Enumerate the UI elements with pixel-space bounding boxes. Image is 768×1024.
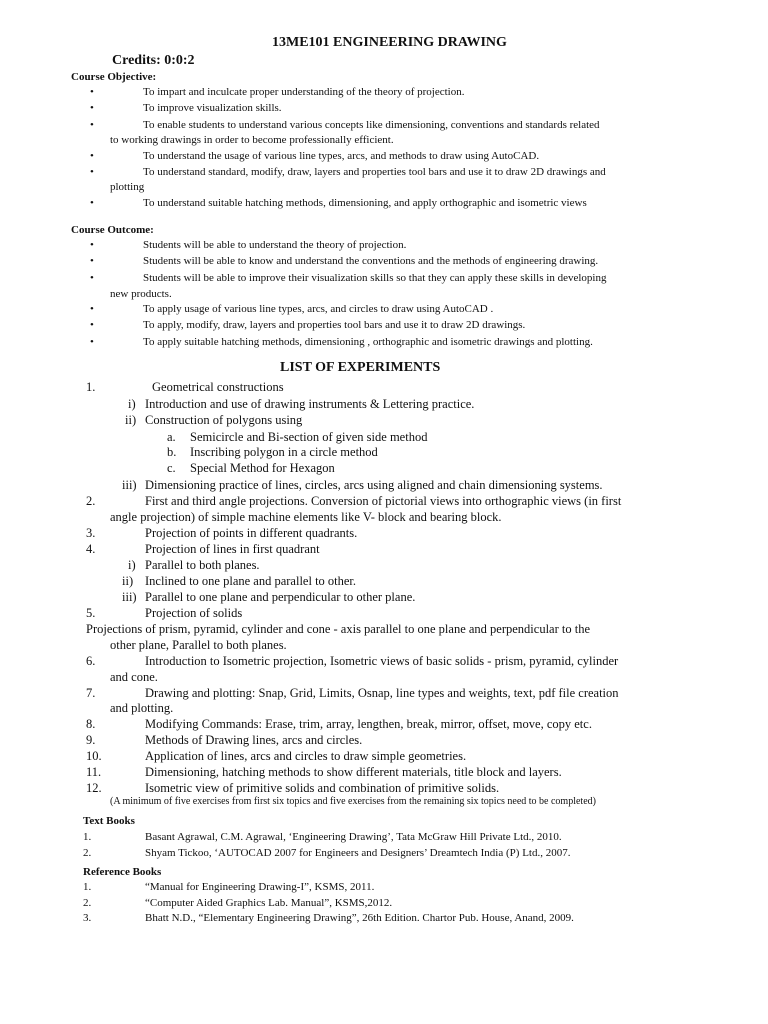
outcome-text: Students will be able to know and understand the conventions and the methods of engineering drawing. — [143, 255, 599, 267]
book-number: 1. — [83, 831, 92, 843]
objective-text-cont: plotting — [110, 181, 145, 193]
sub-sub-number: b. — [167, 445, 177, 459]
exp-detail: Projections of prism, pyramid, cylinder and cone - axis parallel to one plane and perpendicular to the — [86, 622, 591, 636]
exp-text: Application of lines, arcs and circles to draw simple geometries. — [145, 749, 467, 763]
outcome-text: Students will be able to understand the theory of projection. — [143, 239, 407, 251]
objective-text: To understand suitable hatching methods, dimensioning, and apply orthographic and isometric views — [143, 197, 587, 209]
sub-number: ii) — [122, 574, 134, 588]
objective-text: To understand the usage of various line types, arcs, and methods to draw using AutoCAD. — [143, 150, 540, 162]
sub-text: Parallel to both planes. — [145, 558, 260, 572]
book-entry: Basant Agrawal, C.M. Agrawal, ‘Engineering Drawing’, Tata McGraw Hill Private Ltd., 2010. — [145, 831, 562, 843]
exp-number: 1. — [86, 380, 96, 394]
bullet-icon: • — [90, 303, 94, 315]
book-number: 2. — [83, 847, 92, 859]
sub-number: ii) — [125, 413, 137, 427]
sub-text: Construction of polygons using — [145, 413, 303, 427]
exp-number: 11. — [86, 765, 102, 779]
exp-number: 12. — [86, 781, 102, 795]
bullet-icon: • — [90, 239, 94, 251]
experiments-heading: LIST OF EXPERIMENTS — [280, 360, 441, 375]
outcome-text-cont: new products. — [110, 288, 172, 300]
exp-detail-cont: other plane, Parallel to both planes. — [110, 638, 287, 652]
outcome-text: To apply suitable hatching methods, dimensioning , orthographic and isometric drawings and plotting. — [143, 336, 593, 348]
sub-sub-text: Semicircle and Bi-section of given side method — [190, 430, 428, 444]
reference-books-heading: Reference Books — [83, 866, 162, 878]
exp-text: Methods of Drawing lines, arcs and circles. — [145, 733, 363, 747]
exp-text: Dimensioning, hatching methods to show different materials, title block and layers. — [145, 765, 562, 779]
exp-text: Projection of points in different quadrants. — [145, 526, 358, 540]
exp-text-cont: and plotting. — [110, 701, 174, 715]
sub-sub-number: c. — [167, 461, 176, 475]
sub-text: Inclined to one plane and parallel to other. — [145, 574, 357, 588]
book-number: 2. — [83, 897, 92, 909]
bullet-icon: • — [90, 319, 94, 331]
bullet-icon: • — [90, 86, 94, 98]
credits: Credits: 0:0:2 — [112, 53, 195, 68]
objective-text-cont: to working drawings in order to become professionally efficient. — [110, 134, 394, 146]
sub-number: i) — [128, 397, 136, 411]
exp-number: 5. — [86, 606, 96, 620]
exp-text: Geometrical constructions — [152, 380, 284, 394]
bullet-icon: • — [90, 272, 94, 284]
objective-heading: Course Objective: — [71, 71, 157, 83]
sub-sub-text: Inscribing polygon in a circle method — [190, 445, 378, 459]
sub-sub-text: Special Method for Hexagon — [190, 461, 335, 475]
book-entry: “Manual for Engineering Drawing-I”, KSMS, 2011. — [145, 881, 375, 893]
objective-text: To improve visualization skills. — [143, 102, 282, 114]
bullet-icon: • — [90, 255, 94, 267]
book-number: 1. — [83, 881, 92, 893]
exp-text-cont: and cone. — [110, 670, 158, 684]
exp-number: 6. — [86, 654, 96, 668]
bullet-icon: • — [90, 102, 94, 114]
exp-text: Projection of lines in first quadrant — [145, 542, 320, 556]
book-number: 3. — [83, 912, 92, 924]
exp-number: 9. — [86, 733, 96, 747]
bullet-icon: • — [90, 166, 94, 178]
bullet-icon: • — [90, 119, 94, 131]
bullet-icon: • — [90, 150, 94, 162]
sub-number: iii) — [122, 478, 137, 492]
exp-text: Projection of solids — [145, 606, 243, 620]
exp-text: Drawing and plotting: Snap, Grid, Limits, Osnap, line types and weights, text, pdf file creation — [145, 686, 619, 700]
exp-text: First and third angle projections. Conversion of pictorial views into orthographic views (in first — [145, 494, 622, 508]
sub-text: Introduction and use of drawing instruments & Lettering practice. — [145, 397, 475, 411]
exp-number: 10. — [86, 749, 102, 763]
outcome-heading: Course Outcome: — [71, 224, 154, 236]
outcome-text: Students will be able to improve their visualization skills so that they can apply these skills in developing — [143, 272, 607, 284]
sub-sub-number: a. — [167, 430, 176, 444]
bullet-icon: • — [90, 336, 94, 348]
exp-text-cont: angle projection) of simple machine elements like V- block and bearing block. — [110, 510, 502, 524]
objective-text: To enable students to understand various concepts like dimensioning, conventions and standards related — [143, 119, 600, 131]
book-entry: Bhatt N.D., “Elementary Engineering Drawing”, 26th Edition. Chartor Pub. House, Anand, 2009. — [145, 912, 574, 924]
sub-number: iii) — [122, 590, 137, 604]
text-books-heading: Text Books — [83, 815, 135, 827]
exp-number: 4. — [86, 542, 96, 556]
objective-text: To understand standard, modify, draw, layers and properties tool bars and use it to draw 2D drawings and — [143, 166, 606, 178]
objective-text: To impart and inculcate proper understanding of the theory of projection. — [143, 86, 465, 98]
book-entry: “Computer Aided Graphics Lab. Manual”, KSMS,2012. — [145, 897, 393, 909]
experiments-note: (A minimum of five exercises from first six topics and five exercises from the remaining six topics need to be completed) — [110, 796, 596, 807]
exp-number: 2. — [86, 494, 96, 508]
outcome-text: To apply, modify, draw, layers and properties tool bars and use it to draw 2D drawings. — [143, 319, 526, 331]
outcome-text: To apply usage of various line types, arcs, and circles to draw using AutoCAD . — [143, 303, 494, 315]
exp-text: Introduction to Isometric projection, Isometric views of basic solids - prism, pyramid, cylinder — [145, 654, 619, 668]
book-entry: Shyam Tickoo, ‘AUTOCAD 2007 for Engineers and Designers’ Dreamtech India (P) Ltd., 2007. — [145, 847, 571, 859]
course-title: 13ME101 ENGINEERING DRAWING — [272, 35, 507, 50]
sub-number: i) — [128, 558, 136, 572]
exp-number: 8. — [86, 717, 96, 731]
exp-number: 3. — [86, 526, 96, 540]
exp-number: 7. — [86, 686, 96, 700]
sub-text: Parallel to one plane and perpendicular to other plane. — [145, 590, 416, 604]
exp-text: Modifying Commands: Erase, trim, array, lengthen, break, mirror, offset, move, copy etc. — [145, 717, 592, 731]
bullet-icon: • — [90, 197, 94, 209]
sub-text: Dimensioning practice of lines, circles, arcs using aligned and chain dimensioning systems. — [145, 478, 603, 492]
exp-text: Isometric view of primitive solids and combination of primitive solids. — [145, 781, 500, 795]
